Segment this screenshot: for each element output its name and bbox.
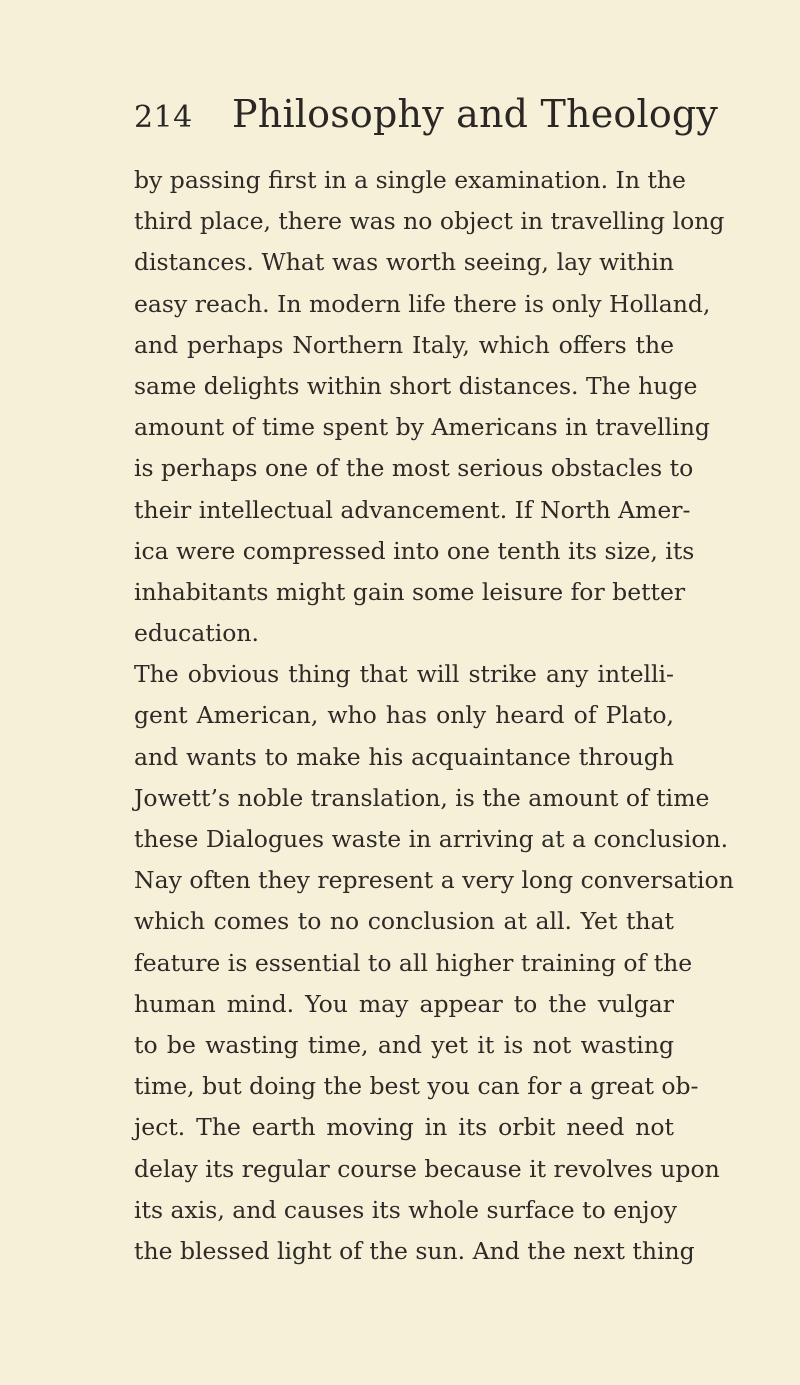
text-line: delay its regular course because it revolves upon [134,1154,720,1183]
text-line: ject. The earth moving in its orbit need not [134,1113,674,1142]
text-line: distances. What was worth seeing, lay within [134,248,674,277]
text-line: human mind. You may appear to the vulgar [134,989,674,1018]
text-line: and perhaps Northern Italy, which offers the [134,330,674,359]
text-line: Nay often they represent a very long conversation [134,866,734,895]
text-line: same delights within short distances. The huge [134,371,698,400]
text-line: easy reach. In modern life there is only Holland, [134,289,711,318]
text-line: education. [134,619,259,648]
text-line: gent American, who has only heard of Plato, [134,701,674,730]
text-line: the blessed light of the sun. And the next thing [134,1236,695,1265]
body-text [134,160,734,1272]
text-line: feature is essential to all higher training of the [134,948,693,977]
text-line: amount of time spent by Americans in travelling [134,413,710,442]
text-line: is perhaps one of the most serious obstacles to [134,454,694,483]
text-line: these Dialogues waste in arriving at a conclusion. [134,825,729,853]
running-head: Philosophy and Theology [232,92,719,136]
text-line: inhabitants might gain some leisure for better [134,577,686,606]
text-line: its axis, and causes its whole surface to enjoy [134,1195,678,1224]
text-line: third place, there was no object in travelling long [134,207,725,236]
text-line: ica were compressed into one tenth its size, its [134,536,695,565]
text-line: to be wasting time, and yet it is not wasting [134,1030,674,1059]
text-line: time, but doing the best you can for a great ob- [134,1072,699,1101]
page-number: 214 [134,100,193,135]
text-line: and wants to make his acquaintance through [134,742,674,771]
text-line: Jowett’s noble translation, is the amount of time [134,783,710,812]
text-line: which comes to no conclusion at all. Yet that [134,907,674,936]
page-header [134,92,719,142]
text-line: their intellectual advancement. If North Amer- [134,495,691,524]
text-line: by passing first in a single examination. In the [134,166,686,194]
text-line: The obvious thing that will strike any intelli- [134,660,674,689]
